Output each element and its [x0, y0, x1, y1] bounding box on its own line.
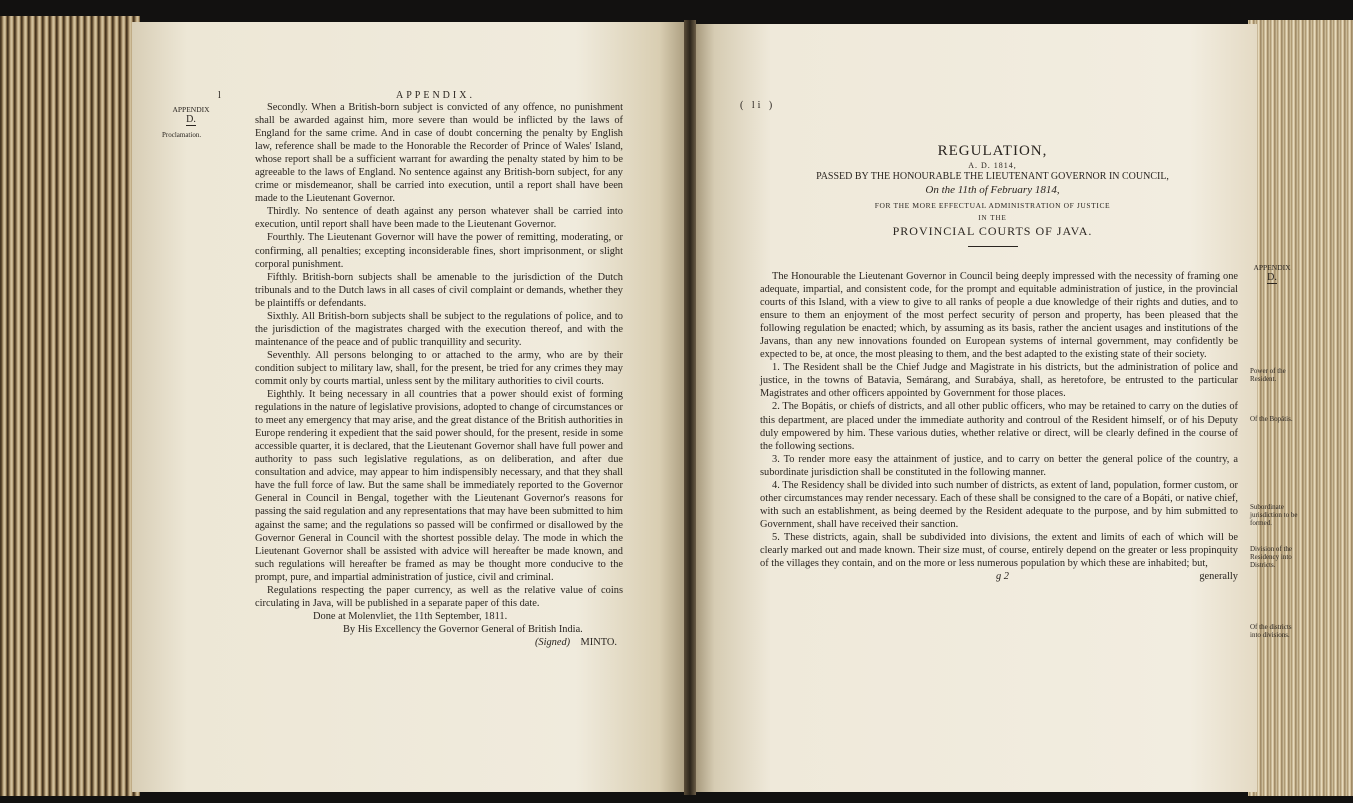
signature-line	[255, 636, 623, 649]
paragraph-secondly: Secondly. When a British-born subject is convicted of any offence, no punishment shall be awarded against him, more severe than would be inflicted by the laws of England for the same crime. And in case of doubt concerning the penalty by English law, reference shall be made to the Honorable the Recorder of Prince of Wales' Island, whose report shall be a sufficient warrant for awarding the penalty stated by him to be agreeable to the laws of England. No sentence against any British-born subject, for any crime or misdemeanor, shall be carried into execution, until a report shall have been made to the Lieutenant Governor.	[255, 102, 623, 205]
paragraph-preamble: The Honourable the Lieutenant Governor in Council being deeply impressed with the necessity of framing one adequate, impartial, and consistent code, for the prompt and equitable administration of justice, in the provincial courts of this Island, with a view to give to all ranks of people a due knowledge of their rights and duties, and to ensure to them an enjoyment of the most perfect security of person and property, has been pleased that the following regulation be enacted; which, by assuming as its basis, rather the ancient usages and institutions of the Javans, than any new innovations founded on European systems of internal government, may confidently be expected to be, at once, the most pleasing to them, and the best adapted to the existing state of their society.	[760, 271, 1238, 361]
regulation-in-the: IN THE	[978, 214, 1007, 222]
signer-name: MINTO.	[580, 636, 617, 648]
left-page-edges	[0, 16, 140, 796]
paragraph-section-2: 2. The Bopátis, or chiefs of districts, and all other public officers, who may be retained to carry on the duties of this department, are placed under the immediate authority and controul of the Resident himself, or of his Deputy duly empowered by him. These various duties, whether relative or direct, will be clearly defined in the course of the following sections.	[760, 401, 1238, 452]
paragraph-section-1: 1. The Resident shall be the Chief Judge and Magistrate in his districts, but the administration of police and justice, in the towns of Batavia, Semárang, and Surabáya, shall, as heretofore, be entrusted to the particular Magistrates and other officers appointed by Government for those places.	[760, 362, 1238, 400]
right-margin-appendix: APPENDIX D.	[1253, 263, 1291, 283]
left-margin-proclamation: Proclamation.	[162, 131, 202, 139]
regulation-heading	[740, 143, 1245, 247]
regulation-passed-by: PASSED BY THE HONOURABLE THE LIEUTENANT GOVERNOR IN COUNCIL,	[816, 171, 1169, 182]
book-gutter	[684, 20, 696, 795]
margin-note-districts: Of the districts into divisions.	[1250, 623, 1292, 639]
margin-note-subordinate: Subordinate jurisdiction to be formed.	[1250, 503, 1298, 527]
right-page-number: ( li )	[740, 100, 776, 111]
paragraph-section-3: 3. To render more easy the attainment of justice, and to carry on better the general police of the country, a subordinate jurisdiction shall be constituted in the following manner.	[760, 453, 1238, 478]
paragraph-fifthly: Fifthly. British-born subjects shall be amenable to the jurisdiction of the Dutch tribunals and to the Dutch laws in all cases of civil complaint or demands, whether they be plaintiffs or defendants.	[255, 271, 623, 309]
paragraph-eighthly: Eighthly. It being necessary in all countries that a power should exist of forming regulations in the nature of legislative provisions, adopted to change of circumstances or to meet any emergency that may arise, and the great distance of the British authorities in Europe rendering it expedient that the said power should, for the present, reside in some accessible quarter, it is declared, that the Lieutenant Governor shall have full power and authority to pass such legislative regulations, as on deliberation, and after due consultation and advice, may appear to him indispensibly necessary, and that they shall have the full force of law. But the same shall be immediately reported to the Governor General in Council in Bengal, together with the Lieutenant Governor's reasons for passing the said regulation and any representations that may have been submitted to him against the same; and the regulations so passed will be confirmed or disallowed by the Governor General in Council with the shortest possible delay. The mode in which the Lieutenant Governor shall be assisted with advice will hereafter be made known, and such regulations will hereafter be framed as may be thought more conducive to the prompt, pure, and impartial administration of justice, civil and criminal.	[255, 389, 623, 583]
paragraph-sixthly: Sixthly. All British-born subjects shall be subject to the regulations of police, and to the jurisdiction of the magistrates charged with the execution thereof, and with the maintenance of the peace and of public tranquillity and security.	[255, 310, 623, 348]
regulation-year: A. D. 1814,	[968, 161, 1017, 170]
margin-note-power: Power of the Resident.	[1250, 367, 1286, 383]
regulation-date: On the 11th of February 1814,	[925, 184, 1060, 196]
margin-note-division: Division of the Residency into Districts.	[1250, 545, 1292, 569]
heading-rule	[968, 246, 1018, 247]
regulation-title: REGULATION,	[937, 143, 1048, 159]
by-excellency-line: By His Excellency the Governor General of British India.	[343, 623, 583, 635]
right-page-edges	[1248, 20, 1353, 796]
regulation-for-line: FOR THE MORE EFFECTUAL ADMINISTRATION OF JUSTICE	[874, 201, 1111, 210]
paragraph-regulations: Regulations respecting the paper currency, as well as the relative value of coins circulating in Java, will be published in a separate paper of this date.	[255, 584, 623, 609]
left-page-number: l	[218, 90, 224, 101]
done-at-line: Done at Molenvliet, the 11th September, 1811.	[313, 610, 508, 622]
page-footer-marks	[760, 570, 1238, 583]
regulation-courts: PROVINCIAL COURTS OF JAVA.	[892, 224, 1093, 238]
left-margin-appendix: APPENDIX D.	[172, 105, 210, 125]
right-body-text	[760, 270, 1238, 583]
signed-label: (Signed)	[534, 636, 571, 648]
paragraph-fourthly: Fourthly. The Lieutenant Governor will have the power of remitting, moderating, or confirming, all penalties; excepting inconsiderable fines, short imprisonment, or slight corporal punishment.	[255, 232, 623, 270]
paragraph-section-5: 5. These districts, again, shall be subdivided into divisions, the extent and limits of each of which will be clearly marked out and made known. Their size must, of course, entirely depend on the greater or less propinquity of the villages they contain, and on the more or less numerous population by which these are inhabited; but,	[760, 531, 1238, 570]
left-running-head: APPENDIX.	[396, 90, 475, 101]
margin-note-bopatis: Of the Bopátis.	[1250, 415, 1293, 423]
signature-mark: g 2	[996, 571, 1009, 583]
paragraph-section-4: 4. The Residency shall be divided into such number of districts, as extent of land, population, former custom, or other circumstances may render necessary. Each of these shall be consigned to the care of a Bopáti, or native chief, with such an establishment, as being deemed by the Resident adequate to the purpose, and by him submitted to Government, shall have received their sanction.	[760, 479, 1238, 530]
paragraph-thirdly: Thirdly. No sentence of death against any person whatever shall be carried into execution, until report shall have been made to the Lieutenant Governor.	[255, 206, 623, 231]
paragraph-seventhly: Seventhly. All persons belonging to or attached to the army, who are by their condition subject to military law, shall, for the present, be tried for any crimes they may commit only by courts martial, unless sent by the military authorities to civil courts.	[255, 349, 623, 387]
catchword: generally	[1199, 571, 1238, 583]
left-body-text	[255, 101, 623, 649]
